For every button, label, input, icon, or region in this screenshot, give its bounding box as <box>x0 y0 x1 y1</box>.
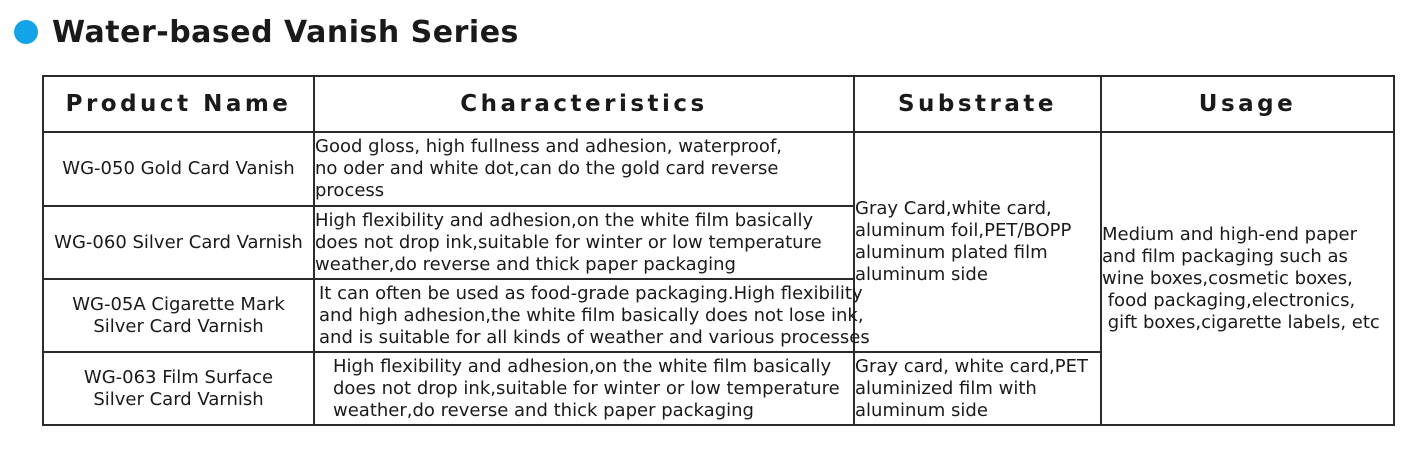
characteristics-line: weather,do reverse and thick paper packaging <box>333 399 754 421</box>
characteristics-cell <box>314 132 854 206</box>
section-title: Water-based Vanish Series <box>52 14 519 50</box>
characteristics-line: no oder and white dot,can do the gold card reverse <box>315 158 779 179</box>
substrate-line: aluminum plated film <box>855 242 1048 263</box>
characteristics-line: Good gloss, high fullness and adhesion, waterproof, <box>315 136 782 157</box>
substrate-line: aluminum side <box>855 399 988 421</box>
product-name-line: WG-050 Gold Card Vanish <box>62 158 295 179</box>
product-name-line: WG-063 Film Surface <box>83 366 274 388</box>
product-name-line: Silver Card Varnish <box>93 315 264 337</box>
characteristics-line: process <box>315 180 385 201</box>
substrate-line: Gray Card,white card, <box>855 198 1052 219</box>
product-name-cell <box>43 132 314 206</box>
section-heading <box>14 12 519 52</box>
usage-line: Medium and high-end paper <box>1102 223 1358 245</box>
usage-cell <box>1101 132 1394 425</box>
characteristics-line: and high adhesion,the white film basically does not lose ink, <box>319 304 864 326</box>
substrate-line: Gray card, white card,PET <box>855 355 1088 377</box>
product-name-cell <box>43 352 314 425</box>
bullet-dot-icon <box>14 20 38 44</box>
characteristics-line: does not drop ink,suitable for winter or low temperature <box>333 377 840 399</box>
header-usage: Usage <box>1101 76 1394 132</box>
substrate-line: aluminum foil,PET/BOPP <box>855 220 1072 241</box>
usage-line: gift boxes,cigarette labels, etc <box>1102 311 1380 333</box>
usage-line: wine boxes,cosmetic boxes, <box>1102 267 1353 289</box>
product-name-line: WG-05A Cigarette Mark <box>72 293 285 315</box>
usage-line: food packaging,electronics, <box>1102 289 1356 311</box>
characteristics-cell <box>314 279 870 352</box>
table-row <box>43 132 1394 206</box>
product-name-cell <box>43 206 314 279</box>
substrate-cell <box>854 352 1101 425</box>
characteristics-line: It can often be used as food-grade packaging.High flexibility <box>319 282 863 304</box>
characteristics-line: High flexibility and adhesion,on the white film basically <box>333 355 832 377</box>
header-substrate: Substrate <box>854 76 1101 132</box>
substrate-line: aluminized film with <box>855 377 1037 399</box>
characteristics-cell <box>314 352 854 425</box>
characteristics-line: High flexibility and adhesion,on the white film basically <box>315 209 814 231</box>
characteristics-line: does not drop ink,suitable for winter or low temperature <box>315 231 822 253</box>
characteristics-cell <box>314 206 854 279</box>
product-name-cell <box>43 279 314 352</box>
header-characteristics: Characteristics <box>314 76 854 132</box>
header-product-name: Product Name <box>43 76 314 132</box>
usage-line: and film packaging such as <box>1102 245 1348 267</box>
substrate-cell <box>854 132 1101 352</box>
product-name-line: Silver Card Varnish <box>93 388 264 410</box>
substrate-line: aluminum side <box>855 264 988 285</box>
characteristics-line: weather,do reverse and thick paper packaging <box>315 253 736 275</box>
product-spec-table <box>42 75 1395 426</box>
characteristics-line: and is suitable for all kinds of weather and various processes <box>319 326 870 348</box>
table-header-row <box>43 76 1394 132</box>
product-name-line: WG-060 Silver Card Varnish <box>54 231 303 253</box>
